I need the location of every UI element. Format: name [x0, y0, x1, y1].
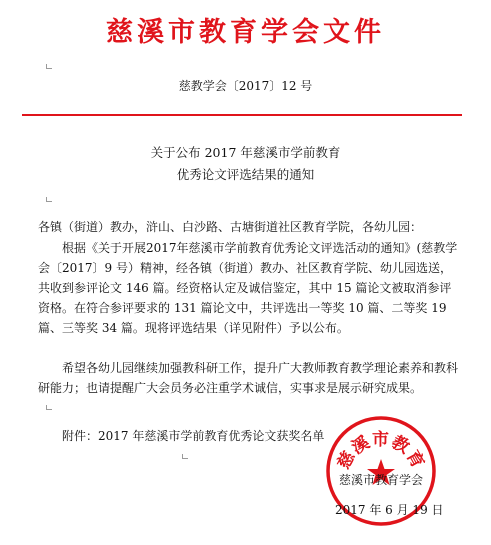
document-header-title: 慈溪市教育学会文件: [106, 17, 385, 48]
document-number: 慈教学会〔2017〕12 号: [178, 79, 313, 93]
signing-date: 2017 年 6 月 19 日: [335, 503, 444, 517]
paragraph-mark: [46, 197, 52, 202]
seal-text: 慈溪市教育: [333, 430, 429, 473]
body-paragraph-2: 希望各幼儿园继续加强教科研工作，提升广大教师教育教学理论素养和教科研能力；也请提醒广大会员务必注重学术诚信，实事求是展示研究成果。: [38, 361, 459, 395]
body-paragraph-1: 根据《关于开展2017年慈溪市学前教育优秀论文评选活动的通知》(慈教学会〔2017〕9 号）精神，经各镇（街道）教办、社区教育学院、幼儿园选送，共收到参评论文 146 篇。经资格认定及诚信鉴定，其中 15 篇论文被取消参评资格。在符合参评要求的 131 篇论文中，共评选出一等奖 10 篇、二等奖 19 篇、三等奖 34 篇。现将评选结果（详见附件）予以公布。: [38, 241, 458, 335]
notice-title-line2: 优秀论文评选结果的通知: [176, 167, 315, 182]
attachment-line: 附件：2017 年慈溪市学前教育优秀论文获奖名单: [62, 429, 325, 443]
header-red-rule: [22, 114, 462, 116]
paragraph-mark: [46, 405, 52, 410]
addressee-line: 各镇（街道）教办，浒山、白沙路、古塘街道社区教育学院，各幼儿园：: [38, 220, 423, 234]
notice-title-line1: 关于公布 2017 年慈溪市学前教育: [150, 145, 341, 160]
paragraph-mark: [182, 454, 188, 459]
paragraph-mark: [46, 64, 52, 69]
signer-name: 慈溪市教育学会: [339, 473, 424, 487]
